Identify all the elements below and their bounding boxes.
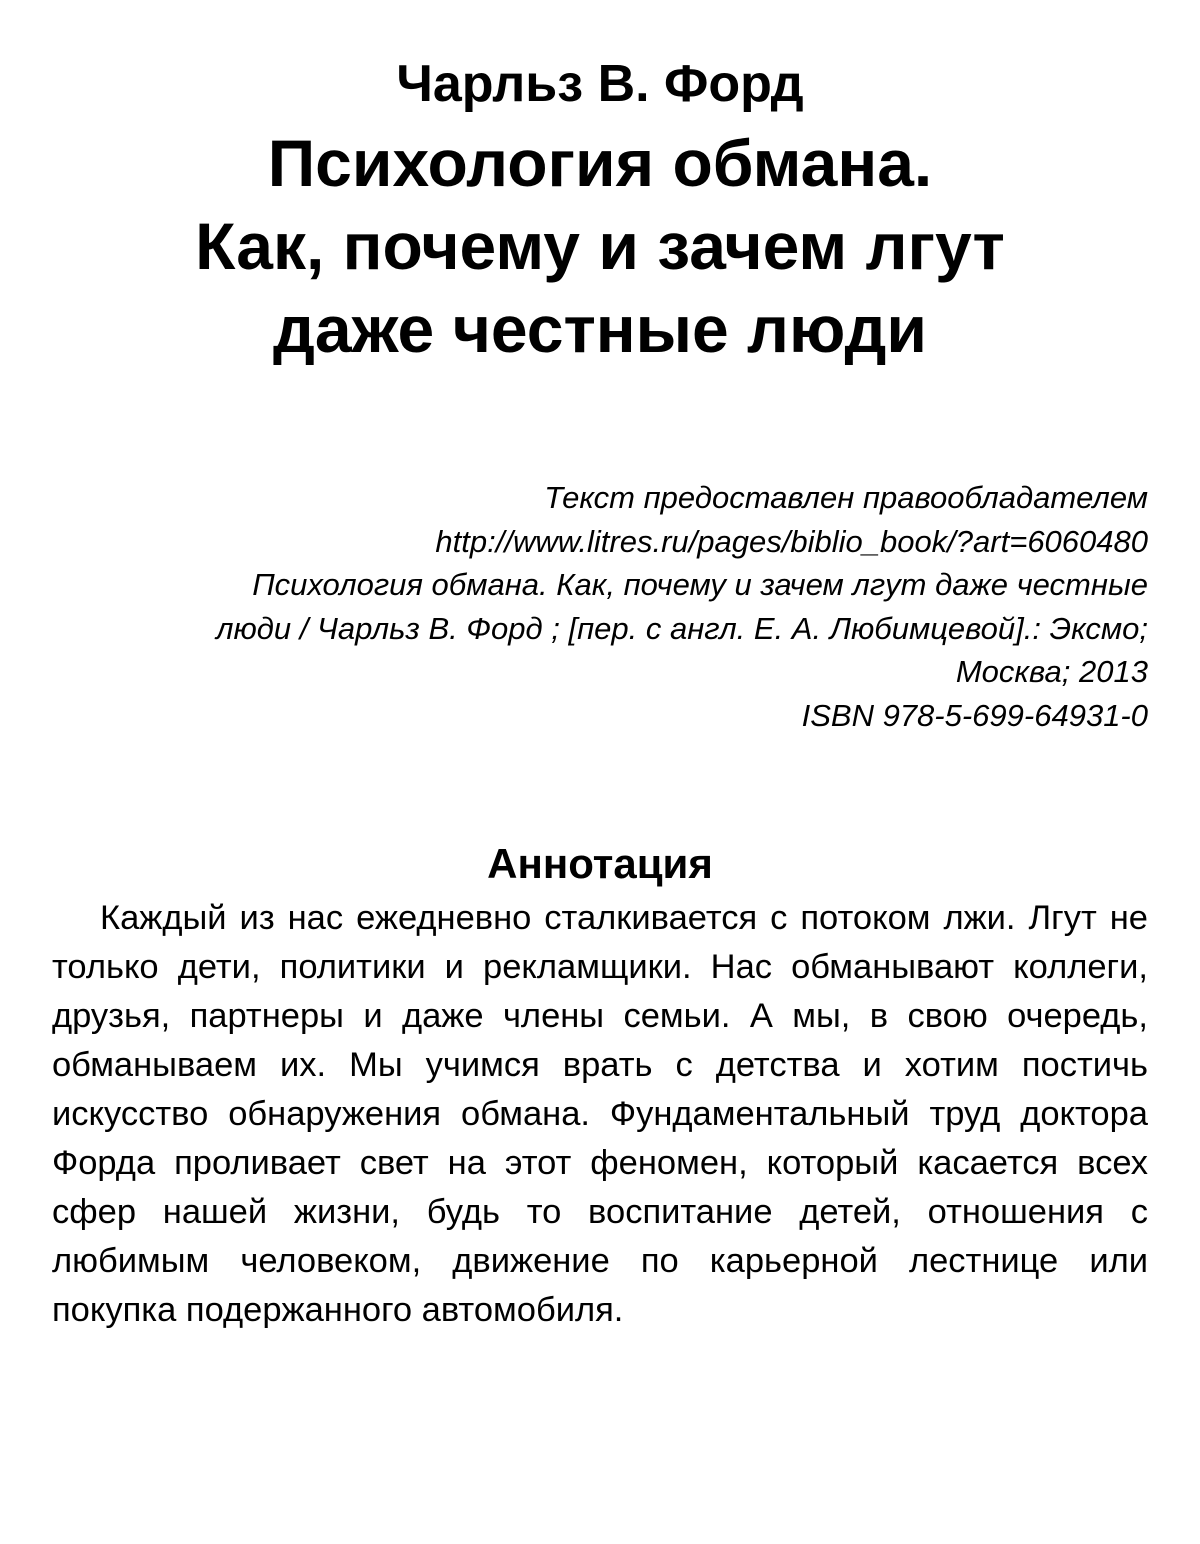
book-author: Чарльз В. Форд bbox=[396, 55, 804, 113]
book-title-line-1: Психология обмана. bbox=[267, 126, 933, 200]
source-url: http://www.litres.ru/pages/biblio_book/?art=6060480 bbox=[435, 523, 1148, 559]
annotation-text: Каждый из нас ежедневно сталкивается с потоком лжи. Лгут не только дети, политики и рекламщики. Нас обманывают коллеги, друзья, партнеры и даже члены семьи. А мы, в свою очередь, обманываем их. Мы учимся врать с детства и хотим постичь искусство обнаружения обмана. Фундаментальный труд доктора Форда проливает свет на этот феномен, который касается всех сфер нашей жизни, будь то воспитание детей, отношения с любимым человеком, движение по карьерной лестнице или покупка подержанного автомобиля. bbox=[52, 899, 1148, 1329]
rights-holder-note: Текст предоставлен правообладателем bbox=[544, 480, 1148, 515]
book-title-line-2: Как, почему и зачем лгут bbox=[195, 209, 1005, 283]
book-title bbox=[0, 122, 1200, 371]
citation-line-3: Москва; 2013 bbox=[955, 654, 1148, 689]
isbn: ISBN 978-5-699-64931-0 bbox=[801, 697, 1148, 733]
citation-line-1: Психология обмана. Как, почему и зачем лгут даже честные bbox=[252, 567, 1148, 602]
annotation-heading: Аннотация bbox=[487, 840, 713, 887]
citation-line-2: люди / Чарльз В. Форд ; [пер. с англ. Е. А. Любимцевой].: Эксмо; bbox=[215, 610, 1148, 646]
publication-info bbox=[50, 476, 1148, 737]
book-title-line-3: даже честные люди bbox=[273, 292, 927, 366]
